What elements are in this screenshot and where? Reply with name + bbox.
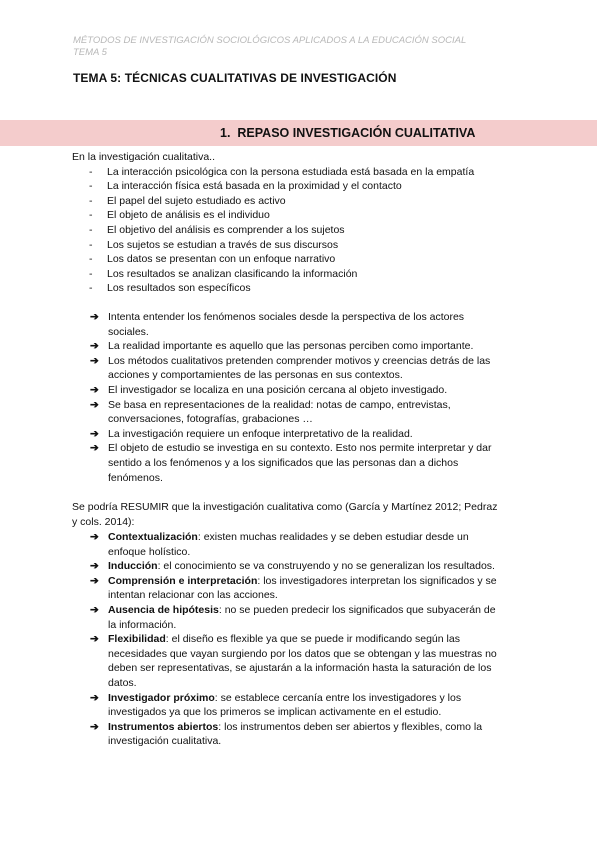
list-item: ➔ Comprensión e interpretación: los investigadores interpretan los significados y se intentan relacionar con las acciones. — [90, 574, 497, 602]
summary-term: Contextualización — [108, 531, 198, 543]
arrow-icon: ➔ — [90, 427, 99, 440]
header-topic: TEMA 5 — [73, 47, 107, 58]
section-number: 1. — [220, 126, 231, 140]
arrow-icon: ➔ — [90, 354, 99, 367]
list-item: ➔ Inducción: el conocimiento se va construyendo y no se generalizan los resultados. — [90, 560, 495, 573]
list-item: ➔ Instrumentos abiertos: los instrumentos deben ser abiertos y flexibles, como la investigación cualitativa. — [90, 720, 483, 748]
arrow-icon: ➔ — [90, 633, 99, 646]
list-item: - La interacción psicológica con la persona estudiada está basada en la empatía — [89, 165, 475, 178]
arrow-icon: ➔ — [90, 442, 99, 455]
arrow-icon: ➔ — [90, 340, 99, 353]
arrow-icon: ➔ — [90, 574, 99, 587]
summary-term: Comprensión e interpretación — [108, 574, 258, 587]
section-title: REPASO INVESTIGACIÓN CUALITATIVA — [237, 126, 476, 140]
arrow-icon: ➔ — [90, 691, 99, 704]
list-item: ➔ Flexibilidad: el diseño es flexible ya que se puede ir modificando según las necesidades que vayan surgiendo por los datos que se obtengan y las muestras no deben ser representativas, se ajustarán a la información hasta la saturación de los datos. — [90, 633, 497, 689]
summary-term: Investigador próximo — [108, 691, 215, 704]
list-item: - Los datos se presentan con un enfoque narrativo — [89, 253, 336, 266]
dash-list — [89, 165, 474, 296]
list-item: - Los sujetos se estudian a través de sus discursos — [89, 238, 339, 251]
list-item: ➔ La investigación requiere un enfoque interpretativo de la realidad. — [90, 427, 413, 440]
arrow-icon: ➔ — [90, 398, 99, 411]
intro-text: En la investigación cualitativa.. — [72, 151, 215, 163]
summary-term: Flexibilidad — [108, 633, 166, 646]
summary-term: Instrumentos abiertos — [108, 720, 219, 733]
list-item: - El objeto de análisis es el individuo — [89, 209, 270, 222]
list-item: - El papel del sujeto estudiado es activo — [89, 194, 286, 207]
list-item: ➔ Intenta entender los fenómenos sociales desde la perspectiva de los actores sociales. — [90, 311, 465, 338]
list-item: ➔ Ausencia de hipótesis: no se pueden predecir los significados que subyacerán de la información. — [90, 603, 496, 631]
arrow-icon: ➔ — [90, 720, 99, 733]
summary-intro: Se podría RESUMIR que la investigación cualitativa como (García y Martínez 2012; Pedraz y cols. 2014): — [72, 501, 498, 528]
list-item: ➔ El investigador se localiza en una posición cercana al objeto investigado. — [90, 383, 448, 396]
list-item: ➔ Los métodos cualitativos pretenden comprender motivos y creencias detrás de las acciones y comportamientes de las personas en sus contextos. — [90, 354, 491, 382]
list-item: ➔ Se basa en representaciones de la realidad: notas de campo, entrevistas, conversaciones, fotografías, grabaciones … — [90, 398, 451, 426]
header-course: MÉTODOS DE INVESTIGACIÓN SOCIOLÓGICOS APLICADOS A LA EDUCACIÓN SOCIAL — [73, 35, 467, 46]
list-item: - El objetivo del análisis es comprender a los sujetos — [89, 223, 345, 236]
characteristics-list — [90, 310, 530, 485]
list-item: - La interacción física está basada en la proximidad y el contacto — [89, 180, 402, 193]
summary-term: Ausencia de hipótesis — [108, 603, 219, 616]
page-title: TEMA 5: TÉCNICAS CUALITATIVAS DE INVESTIGACIÓN — [73, 71, 397, 85]
list-item: ➔ Contextualización: existen muchas realidades y se deben estudiar desde un enfoque holístico. — [90, 531, 469, 558]
arrow-icon: ➔ — [90, 560, 99, 573]
list-item: - Los resultados son específicos — [89, 282, 251, 295]
running-header — [73, 35, 466, 59]
arrow-icon: ➔ — [90, 311, 99, 323]
summary-term: Inducción — [108, 560, 158, 573]
arrow-icon: ➔ — [90, 383, 99, 396]
list-item: - Los resultados se analizan clasificando la información — [89, 267, 358, 280]
list-item: ➔ La realidad importante es aquello que las personas perciben como importante. — [90, 340, 474, 353]
summary-list — [90, 530, 530, 749]
arrow-icon: ➔ — [90, 531, 99, 543]
list-item: ➔ Investigador próximo: se establece cercanía entre los investigadores y los investigados ya que los primeros se implican activamente en el estudio. — [90, 691, 462, 719]
arrow-icon: ➔ — [90, 603, 99, 616]
section-heading — [220, 126, 475, 140]
list-item: ➔ El objeto de estudio se investiga en su contexto. Esto nos permite interpretar y dar sentido a los fenómenos y a los significados que las personas dan a dichos fenómenos. — [90, 442, 492, 484]
